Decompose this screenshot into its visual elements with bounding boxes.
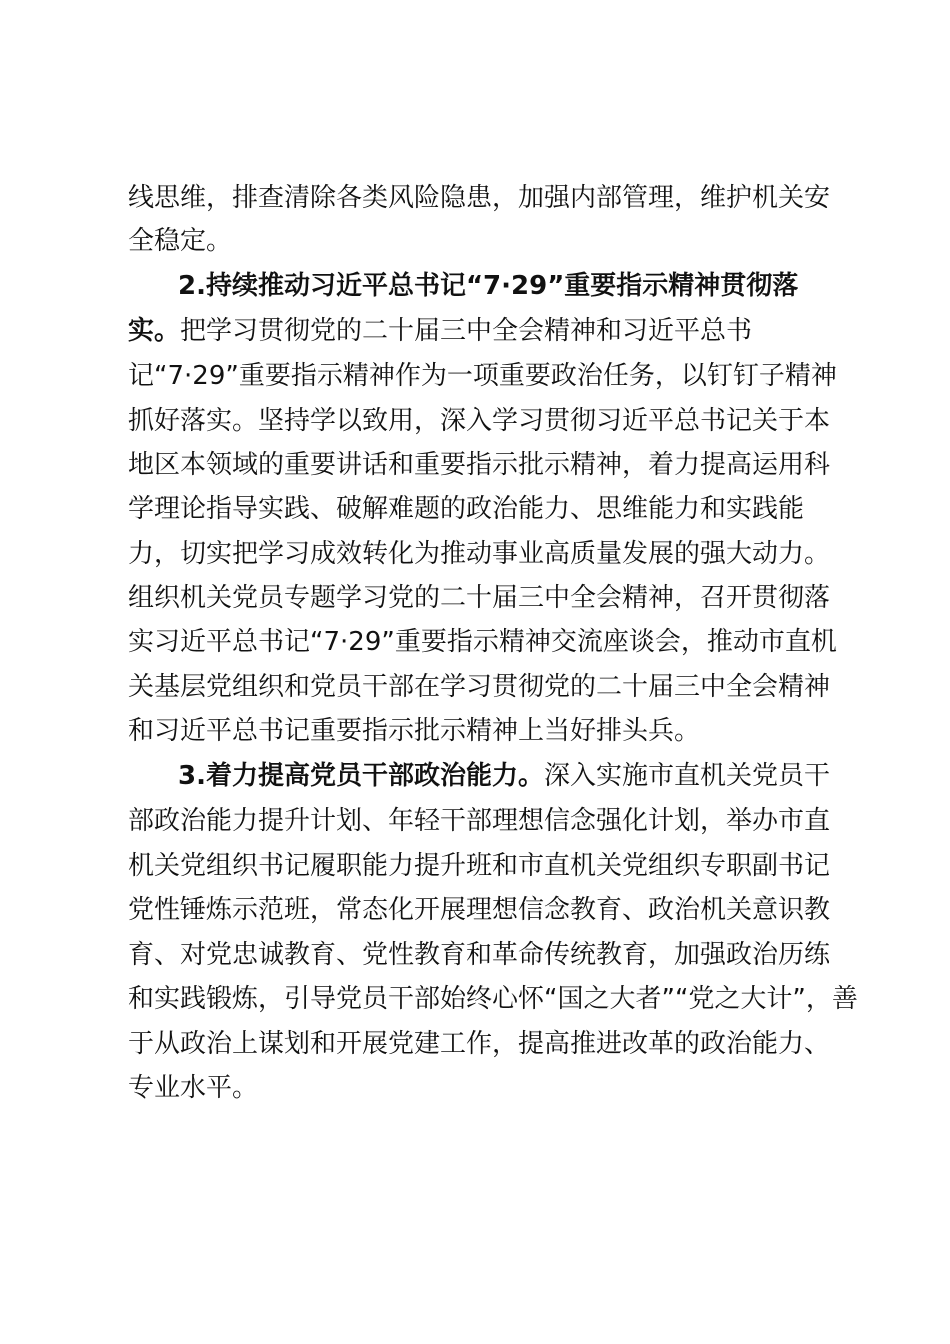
paragraph-line	[178, 756, 830, 796]
body-text-span: 深入实施市直机关党员干	[543, 761, 830, 791]
paragraph-line	[128, 311, 752, 351]
body-text-line: 实习近平总书记“7·29”重要指示精神交流座谈会，推动市直机	[128, 627, 837, 657]
body-text-line: 学理论指导实践、破解难题的政治能力、思维能力和实践能	[128, 494, 805, 524]
body-text-line: 和习近平总书记重要指示批示精神上当好排头兵。	[128, 716, 701, 746]
body-text-line: 于从政治上谋划和开展党建工作，提高推进改革的政治能力、	[128, 1029, 831, 1059]
body-text-line: 记“7·29”重要指示精神作为一项重要政治任务，以钉钉子精神	[128, 361, 837, 391]
section-heading-2-end: 实。	[128, 316, 181, 346]
body-text-line: 抓好落实。坚持学以致用，深入学习贯彻习近平总书记关于本	[128, 406, 831, 436]
body-text-span: 把学习贯彻党的二十届三中全会精神和习近平总书	[180, 316, 753, 346]
body-text-line: 部政治能力提升计划、年轻干部理想信念强化计划，举办市直	[128, 806, 831, 836]
section-heading-3: 3.着力提高党员干部政治能力。	[178, 761, 544, 791]
body-text-line: 全稳定。	[128, 226, 233, 256]
body-text-line: 关基层党组织和党员干部在学习贯彻党的二十届三中全会精神	[128, 672, 831, 702]
section-heading-2: 2.持续推动习近平总书记“7·29”重要指示精神贯彻落	[178, 271, 799, 301]
body-text-line: 机关党组织书记履职能力提升班和市直机关党组织专职副书记	[128, 851, 831, 881]
body-text-line: 线思维，排查清除各类风险隐患，加强内部管理，维护机关安	[128, 183, 831, 213]
body-text-line: 育、对党忠诚教育、党性教育和革命传统教育，加强政治历练	[128, 940, 831, 970]
body-text-line: 地区本领域的重要讲话和重要指示批示精神，着力提高运用科	[128, 450, 831, 480]
body-text-line: 专业水平。	[128, 1073, 259, 1103]
body-text-line: 和实践锻炼，引导党员干部始终心怀“国之大者”“党之大计”，善	[128, 984, 858, 1014]
body-text-line: 组织机关党员专题学习党的二十届三中全会精神，召开贯彻落	[128, 583, 831, 613]
body-text-line: 力，切实把学习成效转化为推动事业高质量发展的强大动力。	[128, 539, 831, 569]
body-text-line: 党性锤炼示范班，常态化开展理想信念教育、政治机关意识教	[128, 895, 831, 925]
